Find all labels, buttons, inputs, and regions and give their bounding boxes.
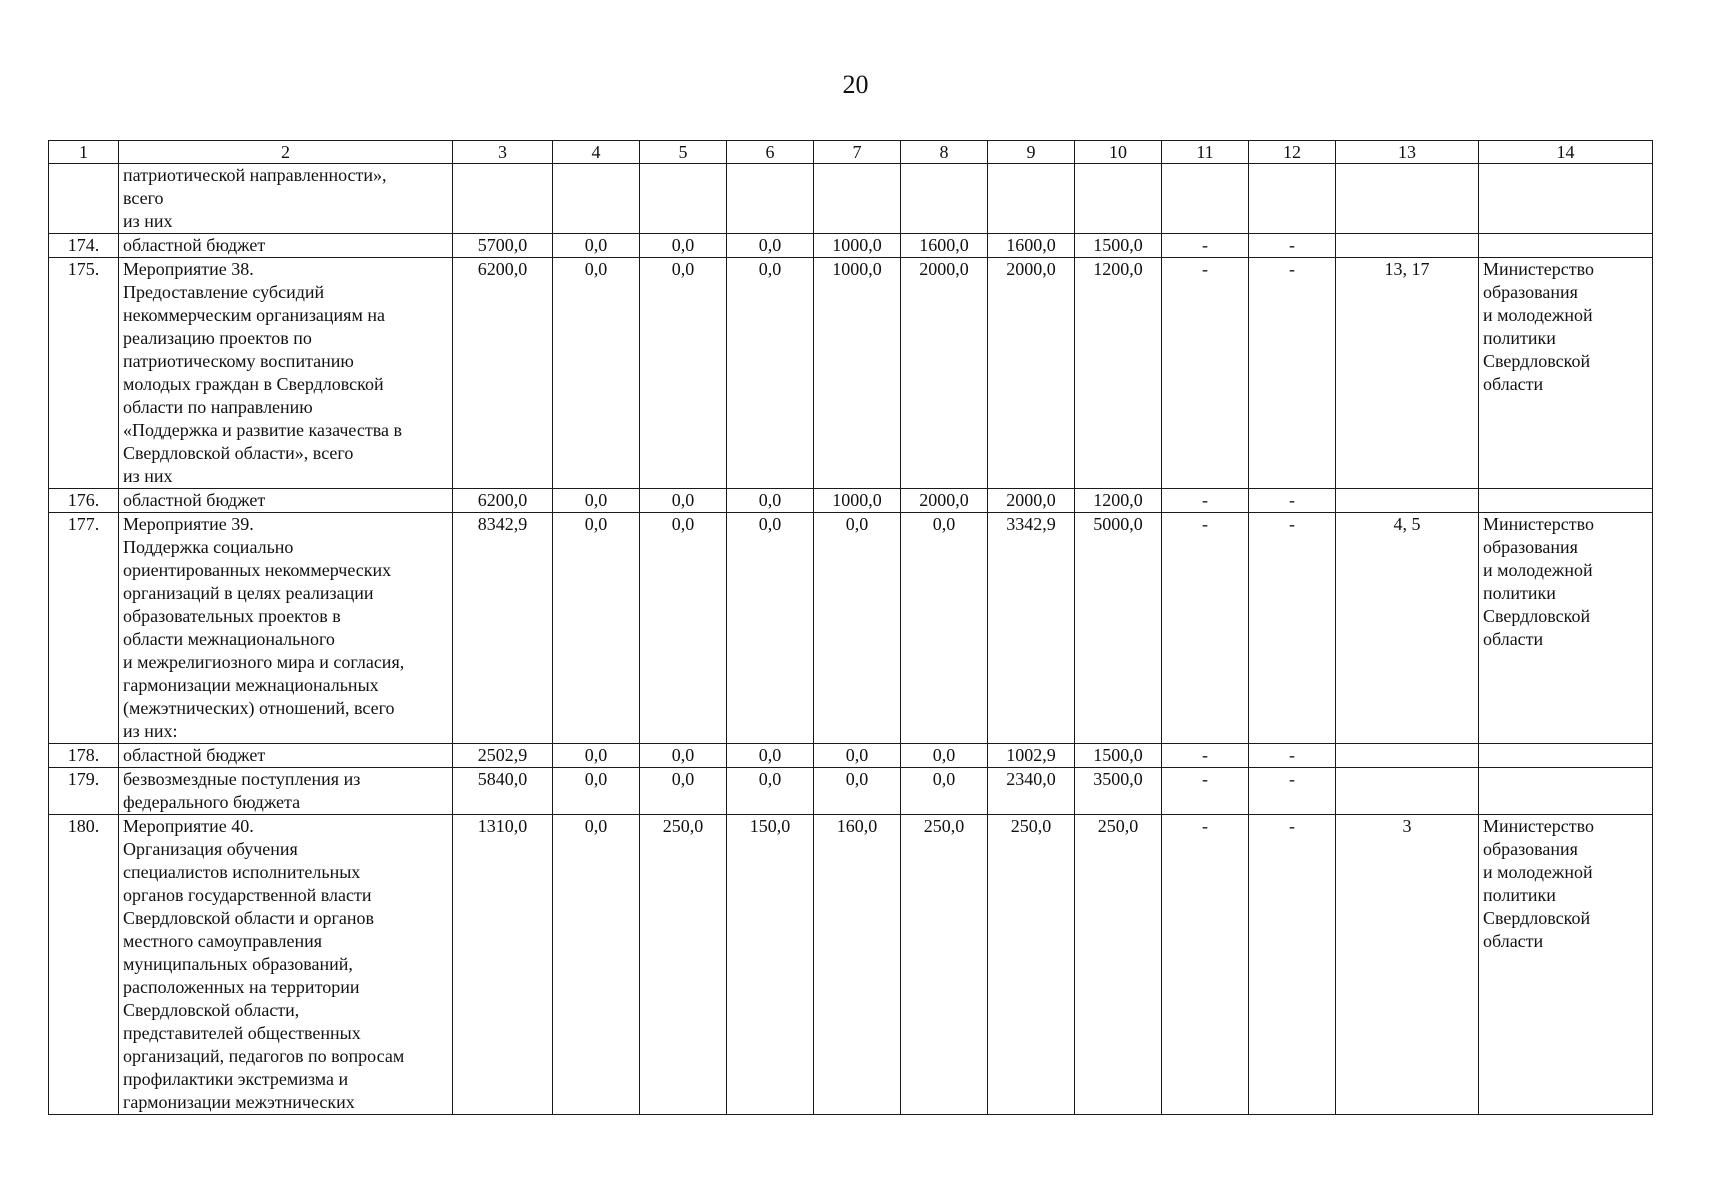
value-cell-col-5: 0,0 [640,489,727,513]
description-line: Поддержка социально [123,537,294,557]
value-cell-col-6: 150,0 [727,815,814,1115]
executor [1479,234,1653,258]
value-cell-col-10: 1500,0 [1075,234,1162,258]
description-line: представителей общественных [123,1023,361,1043]
value-cell-col-9: 1002,9 [988,744,1075,768]
value-cell-col-4: 0,0 [553,258,640,489]
value-cell-col-10: 1500,0 [1075,744,1162,768]
table-row [49,164,1653,234]
executor-line: Министерство [1483,514,1594,534]
description-line: Свердловской области», всего [123,443,354,463]
value-cell-col-12: - [1249,768,1336,815]
executor [1479,164,1653,234]
value-cell-col-11: - [1162,815,1249,1115]
value-cell-col-7: 0,0 [814,744,901,768]
row-description [119,513,453,744]
executor-line: области [1483,629,1544,649]
column-header-3: 3 [453,141,553,164]
row-description [119,234,453,258]
executor-line: образования [1483,537,1578,557]
column-header-9: 9 [988,141,1075,164]
value-cell-col-12: - [1249,744,1336,768]
value-cell-col-3: 8342,9 [453,513,553,744]
row-description [119,744,453,768]
executor-line: образования [1483,839,1578,859]
value-cell-col-7: 1000,0 [814,258,901,489]
description-line: гармонизации межэтнических [123,1092,355,1112]
value-cell-col-6: 0,0 [727,489,814,513]
description-line: муниципальных образований, [123,954,353,974]
value-cell-col-12: - [1249,234,1336,258]
value-cell-col-4 [553,164,640,234]
value-cell-col-12: - [1249,815,1336,1115]
description-line: образовательных проектов в [123,606,341,626]
table-row [49,768,1653,815]
row-number: 174. [49,234,119,258]
description-line: из них [123,466,173,486]
value-cell-col-8: 250,0 [901,815,988,1115]
value-cell-col-3: 6200,0 [453,258,553,489]
value-cell-col-12: - [1249,513,1336,744]
value-cell-col-7: 1000,0 [814,489,901,513]
value-cell-col-7: 0,0 [814,513,901,744]
executor [1479,489,1653,513]
value-cell-col-10: 3500,0 [1075,768,1162,815]
column-header-2: 2 [119,141,453,164]
value-cell-col-11: - [1162,258,1249,489]
value-cell-col-4: 0,0 [553,489,640,513]
executor-line: политики [1483,885,1556,905]
description-line: гармонизации межнациональных [123,675,379,695]
value-cell-col-11: - [1162,513,1249,744]
value-cell-col-10: 1200,0 [1075,489,1162,513]
description-line: областной бюджет [123,745,266,765]
column-header-8: 8 [901,141,988,164]
header-row [49,141,1653,164]
description-line: из них: [123,721,178,741]
value-cell-col-3: 5840,0 [453,768,553,815]
value-cell-col-3 [453,164,553,234]
row-description [119,768,453,815]
target-indicators: 4, 5 [1336,513,1479,744]
description-line: Мероприятие 40. [123,816,254,836]
value-cell-col-5: 0,0 [640,513,727,744]
value-cell-col-5: 0,0 [640,234,727,258]
column-header-10: 10 [1075,141,1162,164]
value-cell-col-12: - [1249,489,1336,513]
value-cell-col-5: 0,0 [640,744,727,768]
target-indicators [1336,164,1479,234]
value-cell-col-6: 0,0 [727,258,814,489]
value-cell-col-5: 250,0 [640,815,727,1115]
row-number: 175. [49,258,119,489]
target-indicators: 3 [1336,815,1479,1115]
description-line: федерального бюджета [123,792,301,812]
description-line: Свердловской области, [123,1000,300,1020]
value-cell-col-10 [1075,164,1162,234]
value-cell-col-9: 250,0 [988,815,1075,1115]
description-line: всего [123,188,164,208]
row-description [119,164,453,234]
table-row [49,234,1653,258]
column-header-1: 1 [49,141,119,164]
value-cell-col-11: - [1162,768,1249,815]
value-cell-col-8: 0,0 [901,744,988,768]
value-cell-col-9: 2340,0 [988,768,1075,815]
executor-line: и молодежной [1483,560,1593,580]
value-cell-col-9: 1600,0 [988,234,1075,258]
description-line: некоммерческим организациям на [123,305,385,325]
value-cell-col-3: 6200,0 [453,489,553,513]
executor-line: и молодежной [1483,862,1593,882]
executor [1479,815,1653,1115]
value-cell-col-6: 0,0 [727,234,814,258]
description-line: Свердловской области и органов [123,908,374,928]
description-line: организаций в целях реализации [123,583,374,603]
value-cell-col-4: 0,0 [553,815,640,1115]
value-cell-col-7: 1000,0 [814,234,901,258]
executor-line: политики [1483,583,1556,603]
description-line: безвозмездные поступления из [123,769,361,789]
description-line: «Поддержка и развитие казачества в [123,420,402,440]
value-cell-col-11: - [1162,744,1249,768]
value-cell-col-4: 0,0 [553,513,640,744]
description-line: из них [123,211,173,231]
row-description [119,489,453,513]
description-line: профилактики экстремизма и [123,1069,349,1089]
description-line: организаций, педагогов по вопросам [123,1046,405,1066]
table-row [49,744,1653,768]
executor-line: Министерство [1483,816,1594,836]
value-cell-col-10: 5000,0 [1075,513,1162,744]
value-cell-col-7 [814,164,901,234]
value-cell-col-3: 2502,9 [453,744,553,768]
column-header-5: 5 [640,141,727,164]
row-number: 178. [49,744,119,768]
description-line: патриотической направленности», [123,165,387,185]
value-cell-col-6: 0,0 [727,744,814,768]
value-cell-col-6: 0,0 [727,513,814,744]
value-cell-col-10: 1200,0 [1075,258,1162,489]
row-number: 179. [49,768,119,815]
column-header-13: 13 [1336,141,1479,164]
description-line: реализацию проектов по [123,328,312,348]
executor-line: политики [1483,328,1556,348]
value-cell-col-11: - [1162,234,1249,258]
value-cell-col-8: 1600,0 [901,234,988,258]
row-number: 176. [49,489,119,513]
row-description [119,258,453,489]
column-header-4: 4 [553,141,640,164]
table-row [49,815,1653,1115]
description-line: органов государственной власти [123,885,372,905]
description-line: областной бюджет [123,490,266,510]
value-cell-col-6 [727,164,814,234]
description-line: ориентированных некоммерческих [123,560,392,580]
value-cell-col-9: 2000,0 [988,258,1075,489]
value-cell-col-5 [640,164,727,234]
description-line: областной бюджет [123,235,266,255]
description-line: Мероприятие 39. [123,514,254,534]
value-cell-col-5: 0,0 [640,768,727,815]
table-body [49,164,1653,1115]
description-line: Предоставление субсидий [123,282,325,302]
value-cell-col-12 [1249,164,1336,234]
target-indicators [1336,768,1479,815]
description-line: области по направлению [123,397,313,417]
value-cell-col-8: 0,0 [901,513,988,744]
budget-table [48,140,1653,1115]
executor-line: Свердловской [1483,908,1591,928]
value-cell-col-9: 3342,9 [988,513,1075,744]
executor-line: образования [1483,282,1578,302]
value-cell-col-8: 0,0 [901,768,988,815]
row-number: 177. [49,513,119,744]
value-cell-col-6: 0,0 [727,768,814,815]
table-header [49,141,1653,164]
executor-line: и молодежной [1483,305,1593,325]
executor-line: области [1483,374,1544,394]
value-cell-col-7: 160,0 [814,815,901,1115]
value-cell-col-10: 250,0 [1075,815,1162,1115]
description-line: Мероприятие 38. [123,259,254,279]
value-cell-col-4: 0,0 [553,744,640,768]
executor [1479,258,1653,489]
executor [1479,744,1653,768]
column-header-12: 12 [1249,141,1336,164]
description-line: молодых граждан в Свердловской [123,374,384,394]
description-line: и межрелигиозного мира и согласия, [123,652,405,672]
column-header-7: 7 [814,141,901,164]
page-number: 20 [842,70,869,99]
table-row [49,489,1653,513]
description-line: области межнационального [123,629,335,649]
description-line: местного самоуправления [123,931,323,951]
row-number [49,164,119,234]
description-line: расположенных на территории [123,977,360,997]
value-cell-col-8 [901,164,988,234]
executor [1479,513,1653,744]
row-number: 180. [49,815,119,1115]
column-header-14: 14 [1479,141,1653,164]
description-line: специалистов исполнительных [123,862,361,882]
description-line: патриотическому воспитанию [123,351,354,371]
executor-line: Свердловской [1483,606,1591,626]
executor [1479,768,1653,815]
target-indicators [1336,744,1479,768]
value-cell-col-11 [1162,164,1249,234]
target-indicators [1336,234,1479,258]
description-line: (межэтнических) отношений, всего [123,698,395,718]
description-line: Организация обучения [123,839,298,859]
value-cell-col-5: 0,0 [640,258,727,489]
value-cell-col-3: 1310,0 [453,815,553,1115]
executor-line: Свердловской [1483,351,1591,371]
value-cell-col-7: 0,0 [814,768,901,815]
value-cell-col-9 [988,164,1075,234]
value-cell-col-4: 0,0 [553,768,640,815]
value-cell-col-9: 2000,0 [988,489,1075,513]
value-cell-col-4: 0,0 [553,234,640,258]
value-cell-col-11: - [1162,489,1249,513]
table-row [49,258,1653,489]
value-cell-col-8: 2000,0 [901,489,988,513]
target-indicators [1336,489,1479,513]
executor-line: Министерство [1483,259,1594,279]
executor-line: области [1483,931,1544,951]
column-header-11: 11 [1162,141,1249,164]
row-description [119,815,453,1115]
value-cell-col-8: 2000,0 [901,258,988,489]
table-row [49,513,1653,744]
target-indicators: 13, 17 [1336,258,1479,489]
column-header-6: 6 [727,141,814,164]
value-cell-col-12: - [1249,258,1336,489]
value-cell-col-3: 5700,0 [453,234,553,258]
